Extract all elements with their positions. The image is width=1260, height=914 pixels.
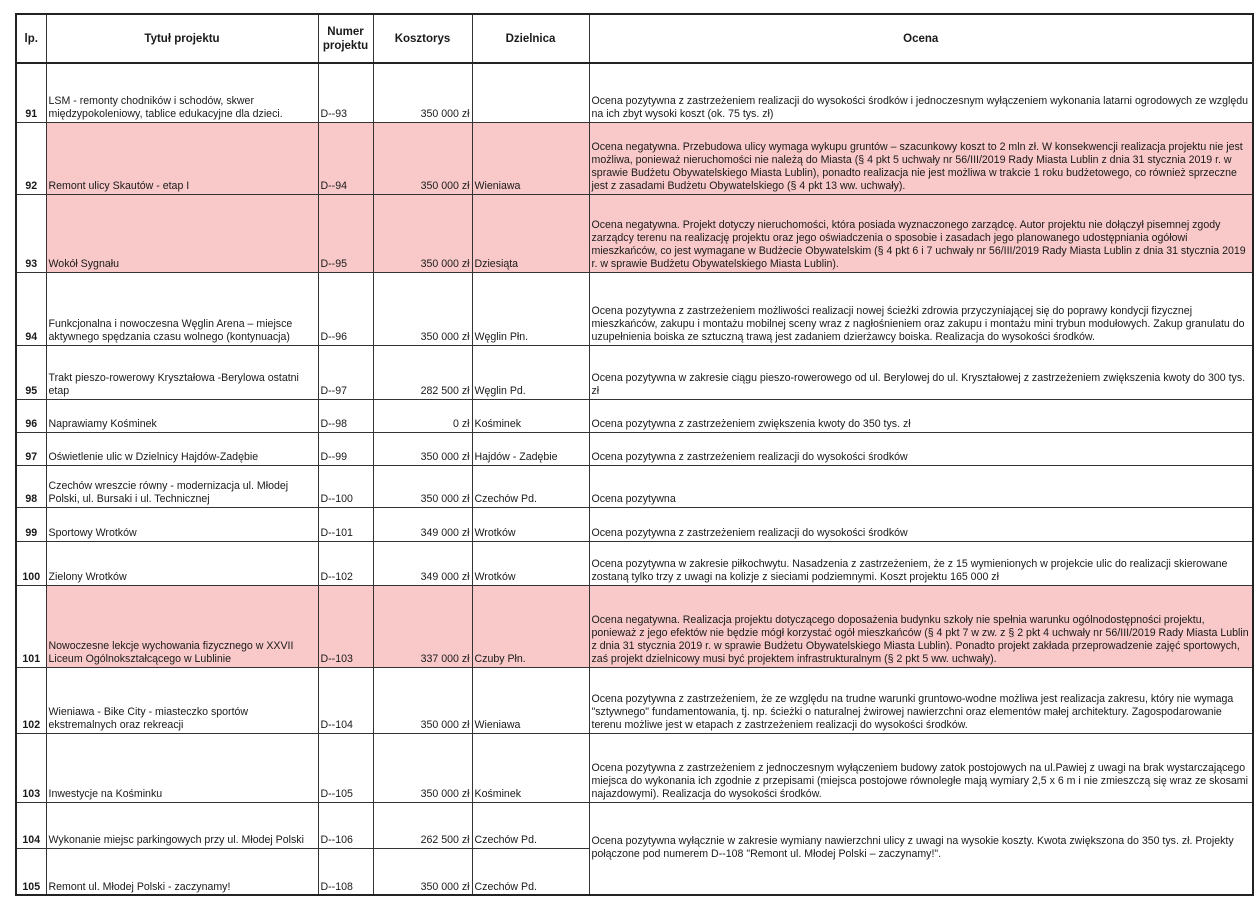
- project-number: D--98: [318, 399, 373, 432]
- project-title: Czechów wreszcie równy - modernizacja ul. Młodej Polski, ul. Bursaki i ul. Technicznej: [46, 465, 318, 507]
- project-number: D--97: [318, 345, 373, 399]
- project-number: D--102: [318, 541, 373, 585]
- project-number: D--94: [318, 122, 373, 194]
- project-district: Węglin Pd.: [472, 345, 589, 399]
- project-evaluation: Ocena pozytywna z zastrzeżeniem możliwości realizacji nowej ścieżki zdrowia przyczyniającej się do poprawy kondycji fizycznej mieszkańców, zakupu i montażu mobilnej sceny wraz z nagłośnieniem oraz zakupu i montażu mini trybun modułowych. Zakup granulatu do uzupełnienia boiska ze sztuczną trawą jest zadaniem dzierżawcy boiska. Realizacja do wysokości środków.: [589, 272, 1253, 345]
- project-title: Naprawiamy Kośminek: [46, 399, 318, 432]
- row-lp: 104: [16, 802, 46, 848]
- project-number: D--93: [318, 63, 373, 122]
- row-lp: 100: [16, 541, 46, 585]
- project-district: Dziesiąta: [472, 194, 589, 272]
- row-lp: 96: [16, 399, 46, 432]
- project-cost: 350 000 zł: [373, 465, 472, 507]
- header-title: Tytuł projektu: [46, 14, 318, 63]
- project-evaluation: Ocena pozytywna z zastrzeżeniem realizacji do wysokości środków i jednoczesnym wyłączeniem wykonania latarni ogrodowych ze względu na ich zbyt wysoki koszt (ok. 75 tys. zł): [589, 63, 1253, 122]
- table-row: [16, 63, 1253, 122]
- project-district: Kośminek: [472, 733, 589, 802]
- project-title: LSM - remonty chodników i schodów, skwer międzypokoleniowy, tablice edukacyjne dla dzieci.: [46, 63, 318, 122]
- row-lp: 103: [16, 733, 46, 802]
- project-number: D--95: [318, 194, 373, 272]
- project-district: Czechów Pd.: [472, 802, 589, 848]
- project-evaluation: Ocena pozytywna wyłącznie w zakresie wymiany nawierzchni ulicy z uwagi na wysokie koszty. Kwota zwiększona do 350 tys. zł. Projekty połączone pod numerem D--108 "Remont ul. Młodej Polski – zaczynamy!".: [589, 802, 1253, 895]
- project-cost: 350 000 zł: [373, 432, 472, 465]
- project-cost: 350 000 zł: [373, 63, 472, 122]
- project-district: Węglin Płn.: [472, 272, 589, 345]
- project-evaluation: Ocena pozytywna z zastrzeżeniem zwiększenia kwoty do 350 tys. zł: [589, 399, 1253, 432]
- project-cost: 350 000 zł: [373, 667, 472, 733]
- project-cost: 262 500 zł: [373, 802, 472, 848]
- project-evaluation: Ocena pozytywna: [589, 465, 1253, 507]
- project-evaluation: Ocena negatywna. Projekt dotyczy nieruchomości, która posiada wyznaczonego zarządcę. Autor projektu nie dołączył pisemnej zgody zarządcy terenu na realizację projektu oraz jego oświadczenia o sposobie i zasadach jego planowanego udostępniania ogółowi mieszkańców, co jest wymagane w Budżecie Obywatelskim (§ 4 pkt 6 i 7 uchwały nr 56/III/2019 Rady Miasta Lublin z dnia 31 stycznia 2019 r. w sprawie Budżetu Obywatelskiego Miasta Lublin).: [589, 194, 1253, 272]
- project-district: [472, 63, 589, 122]
- table-row: [16, 585, 1253, 667]
- project-number: D--103: [318, 585, 373, 667]
- project-district: Wieniawa: [472, 667, 589, 733]
- project-district: Wrotków: [472, 507, 589, 541]
- project-number: D--104: [318, 667, 373, 733]
- project-evaluation: Ocena pozytywna z zastrzeżeniem, że ze względu na trudne warunki gruntowo-wodne możliwa jest realizacja zakresu, który nie wymaga "sztywnego" fundamentowania, tj. np. ścieżki o naturalnej żwirowej nawierzchni oraz elementów małej architektury. Zagospodarowanie terenu możliwe jest w etapach z zastrzeżeniem realizacji do wysokości środków.: [589, 667, 1253, 733]
- table-row: [16, 733, 1253, 802]
- row-lp: 95: [16, 345, 46, 399]
- table-row: [16, 194, 1253, 272]
- project-title: Wokół Sygnału: [46, 194, 318, 272]
- project-district: Wieniawa: [472, 122, 589, 194]
- header-evaluation: Ocena: [589, 14, 1253, 63]
- project-cost: 350 000 zł: [373, 272, 472, 345]
- header-district: Dzielnica: [472, 14, 589, 63]
- row-lp: 93: [16, 194, 46, 272]
- project-cost: 282 500 zł: [373, 345, 472, 399]
- project-title: Trakt pieszo-rowerowy Kryształowa -Berylowa ostatni etap: [46, 345, 318, 399]
- project-title: Nowoczesne lekcje wychowania fizycznego w XXVII Liceum Ogólnokształcącego w Lublinie: [46, 585, 318, 667]
- row-lp: 99: [16, 507, 46, 541]
- project-cost: 349 000 zł: [373, 541, 472, 585]
- project-district: Kośminek: [472, 399, 589, 432]
- project-evaluation: Ocena pozytywna z zastrzeżeniem realizacji do wysokości środków: [589, 507, 1253, 541]
- project-district: Wrotków: [472, 541, 589, 585]
- project-title: Oświetlenie ulic w Dzielnicy Hajdów-Zadębie: [46, 432, 318, 465]
- project-number: D--105: [318, 733, 373, 802]
- project-district: Hajdów - Zadębie: [472, 432, 589, 465]
- table-row: [16, 667, 1253, 733]
- project-evaluation: Ocena pozytywna z zastrzeżeniem realizacji do wysokości środków: [589, 432, 1253, 465]
- header-row: [16, 14, 1253, 63]
- project-cost: 350 000 zł: [373, 848, 472, 895]
- row-lp: 101: [16, 585, 46, 667]
- table-row: [16, 507, 1253, 541]
- project-cost: 349 000 zł: [373, 507, 472, 541]
- project-cost: 350 000 zł: [373, 194, 472, 272]
- table-body: [16, 63, 1253, 895]
- header-cost: Kosztorys: [373, 14, 472, 63]
- table-row: [16, 272, 1253, 345]
- project-cost: 337 000 zł: [373, 585, 472, 667]
- project-district: Czuby Płn.: [472, 585, 589, 667]
- row-lp: 92: [16, 122, 46, 194]
- project-title: Wieniawa - Bike City - miasteczko sportów ekstremalnych oraz rekreacji: [46, 667, 318, 733]
- project-evaluation: Ocena negatywna. Przebudowa ulicy wymaga wykupu gruntów – szacunkowy koszt to 2 mln zł. W konsekwencji realizacja projektu nie jest możliwa, ponieważ nieruchomości nie należą do Miasta (§ 4 pkt 5 uchwały nr 56/III/2019 Rady Miasta Lublin z dnia 31 stycznia 2019 r. w sprawie Budżetu Obywatelskiego Miasta Lublin), ponadto realizacja nie jest możliwa w trakcie 1 roku budżetowego, co również sprzeczne jest z zasadami Budżetu Obywatelskiego (§ 4 pkt 13 ww. uchwały).: [589, 122, 1253, 194]
- project-evaluation: Ocena pozytywna z zastrzeżeniem z jednoczesnym wyłączeniem budowy zatok postojowych na ul.Pawiej z uwagi na brak wystarczającego miejsca do wykonania ich zgodnie z przepisami (miejsca postojowe równoległe mają wymiary 2,5 x 6 m i nie zmieszczą się wraz ze skosami najazdowymi). Realizacja do wysokości środków.: [589, 733, 1253, 802]
- project-title: Remont ulicy Skautów - etap I: [46, 122, 318, 194]
- project-number: D--108: [318, 848, 373, 895]
- project-title: Inwestycje na Kośminku: [46, 733, 318, 802]
- table-row: [16, 122, 1253, 194]
- table-row: [16, 465, 1253, 507]
- table-row: [16, 541, 1253, 585]
- project-title: Zielony Wrotków: [46, 541, 318, 585]
- row-lp: 102: [16, 667, 46, 733]
- project-evaluation: Ocena negatywna. Realizacja projektu dotyczącego doposażenia budynku szkoły nie spełnia warunku ogólnodostępności projektu, ponieważ z jego efektów nie będzie mógł korzystać ogół mieszkańców (§ 4 pkt 7 w zw. z § 2 pkt 4 uchwały nr 56/III/2019 Rady Miasta Lublin z dnia 31 stycznia 2019 r. w sprawie Budżetu Obywatelskiego Miasta Lublin). Ponadto projekt zakłada przeprowadzenie zajęć sportowych, zaś projekt dzielnicowy musi być projektem infrastrukturalnym (§ 2 pkt 5 ww. uchwały).: [589, 585, 1253, 667]
- project-number: D--100: [318, 465, 373, 507]
- project-title: Wykonanie miejsc parkingowych przy ul. Młodej Polski: [46, 802, 318, 848]
- row-lp: 97: [16, 432, 46, 465]
- table-row: [16, 399, 1253, 432]
- row-lp: 98: [16, 465, 46, 507]
- row-lp: 91: [16, 63, 46, 122]
- header-number: Numer projektu: [318, 14, 373, 63]
- header-lp: lp.: [16, 14, 46, 63]
- project-number: D--101: [318, 507, 373, 541]
- project-district: Czechów Pd.: [472, 848, 589, 895]
- projects-table: [15, 13, 1254, 896]
- project-evaluation: Ocena pozytywna w zakresie ciągu pieszo-rowerowego od ul. Berylowej do ul. Kryształowej z zastrzeżeniem zwiększenia kwoty do 300 tys. zł: [589, 345, 1253, 399]
- project-number: D--106: [318, 802, 373, 848]
- project-title: Funkcjonalna i nowoczesna Węglin Arena – miejsce aktywnego spędzania czasu wolnego (kontynuacja): [46, 272, 318, 345]
- project-cost: 350 000 zł: [373, 733, 472, 802]
- project-title: Remont ul. Młodej Polski - zaczynamy!: [46, 848, 318, 895]
- project-district: Czechów Pd.: [472, 465, 589, 507]
- project-number: D--96: [318, 272, 373, 345]
- row-lp: 94: [16, 272, 46, 345]
- table-row: [16, 432, 1253, 465]
- project-cost: 0 zł: [373, 399, 472, 432]
- project-title: Sportowy Wrotków: [46, 507, 318, 541]
- table-row: [16, 802, 1253, 848]
- table-row: [16, 345, 1253, 399]
- project-number: D--99: [318, 432, 373, 465]
- row-lp: 105: [16, 848, 46, 895]
- project-cost: 350 000 zł: [373, 122, 472, 194]
- project-evaluation: Ocena pozytywna w zakresie piłkochwytu. Nasadzenia z zastrzeżeniem, że z 15 wymienionych w projekcie ulic do realizacji skierowane zostaną tylko trzy z uwagi na kolizje z sieciami podziemnymi. Koszt projektu 165 000 zł: [589, 541, 1253, 585]
